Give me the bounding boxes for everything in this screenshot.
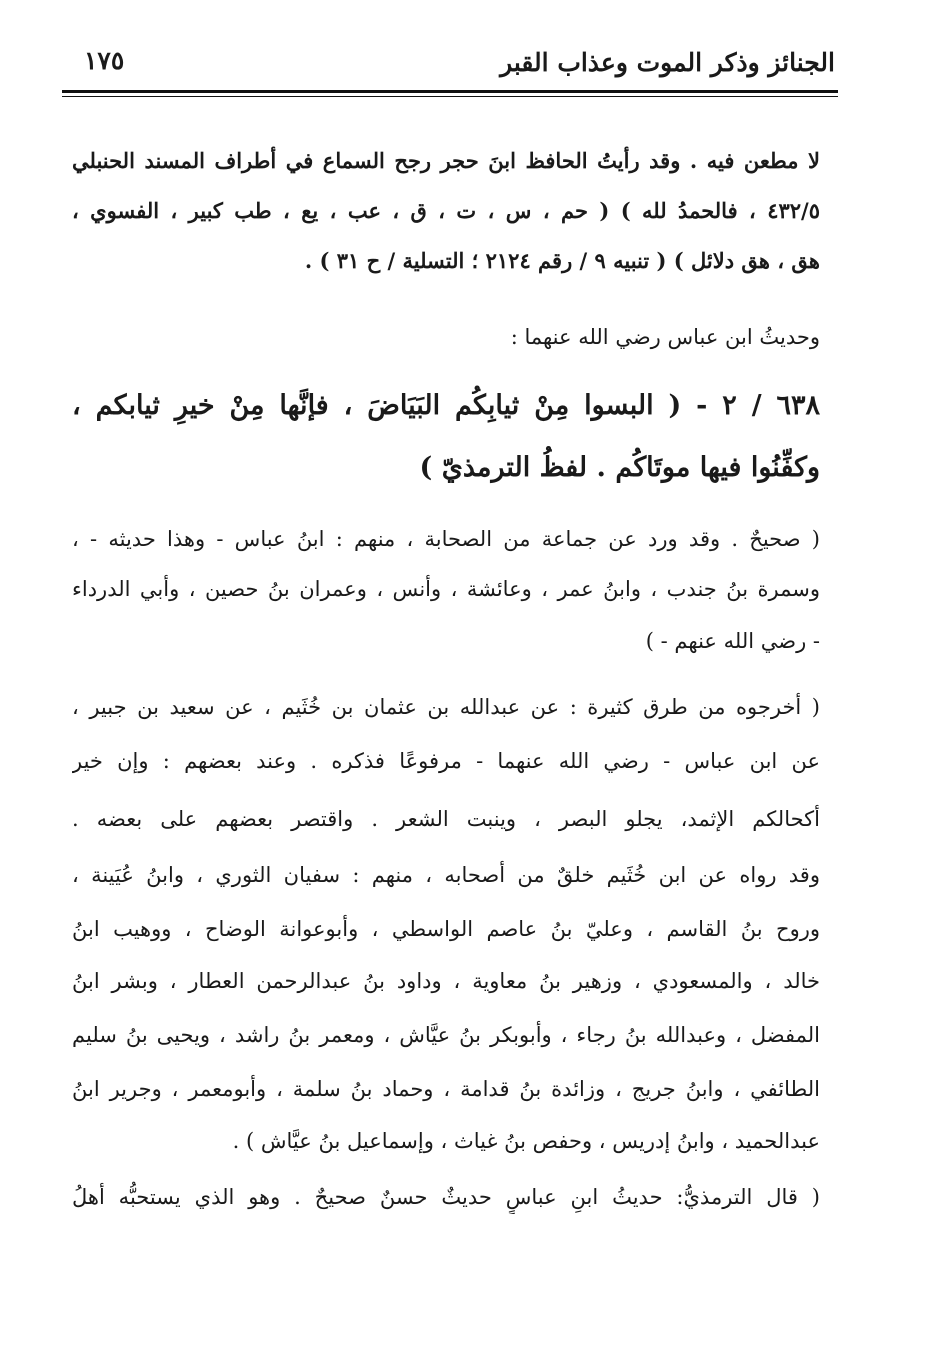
text-line: هق ، هق دلائل ) ( تنبيه ٩ / رقم ٢١٢٤ ؛ التسلية / ح ٣١ ) . [304,248,820,273]
text-line: الطائفي ، وابنُ جريج ، وزائدة بنُ قدامة ، وحماد بنُ سلمة ، وأبومعمر ، وجرير ابنُ [72,1077,820,1101]
hadith-text-line: وكفِّنُوا فيها موتَاكُم . لفظُ الترمذيّ ) [419,452,820,483]
text-line: - رضي الله عنهم - ) [645,629,820,653]
text-line: وقد رواه عن ابن خُثَيم خلقٌ من أصحابه ، منهم : سفيان الثوري ، وابنُ عُيَينة ، [72,863,820,887]
text-line: ٤٣٢/٥ ، فالحمدُ لله ) ( حم ، س ، ت ، ق ، عب ، يع ، طب كبير ، الفسوي ، [72,198,820,223]
text-line: ( صحيحٌ . وقد ورد عن جماعة من الصحابة ، منهم : ابنُ عباس - وهذا حديثه - ، [72,527,820,551]
running-title: الجنائز وذكر الموت وعذاب القبر [500,48,835,77]
section-intro-line: وحديثُ ابن عباس رضي الله عنهما : [510,325,820,349]
header-rule [62,90,838,93]
text-line: ( قال الترمذيُّ: حديثُ ابنِ عباسٍ حديثٌ حسنٌ صحيحٌ . وهو الذي يستحبُّه أهلُ [72,1185,820,1209]
text-line: المفضل ، وعبدالله بنُ رجاء ، وأبوبكر بنُ عيَّاش ، ومعمر بنُ راشد ، ويحيى بنُ سليم [72,1023,820,1047]
text-line: وسمرة بنُ جندب ، وابنُ عمر ، وعائشة ، وأنس ، وعمران بنُ حصين ، وأبي الدرداء [72,577,820,601]
text-line: عبدالحميد ، وابنُ إدريس ، وحفص بنُ غياث ، وإسماعيل بنُ عيَّاش ) . [232,1129,820,1153]
text-line: عن ابن عباس - رضي الله عنهما - مرفوعًا فذكره . وعند بعضهم : وإن خير [72,749,820,773]
page-number: ١٧٥ [84,46,125,75]
page-header [70,40,835,94]
text-line: أكحالكم الإثمد، يجلو البصر ، وينبت الشعر . واقتصر بعضهم على بعضه . [72,807,820,831]
hadith-text-line: ٦٣٨ / ٢ - ( البسوا مِنْ ثيابِكُم البَيَاضَ ، فإنَّها مِنْ خيرِ ثيابكم ، [72,390,820,421]
header-rule-thin [62,96,838,97]
text-line: لا مطعن فيه . وقد رأيتُ الحافظ ابنَ حجر رجح السماع في أطراف المسند الحنبلي [72,148,820,173]
text-line: وروح بنُ القاسم ، وعليّ بنُ عاصم الواسطي ، وأبوعوانة الوضاح ، ووهيب ابنُ [72,917,820,941]
text-line: ( أخرجوه من طرق كثيرة : عن عبدالله بن عثمان بن خُثَيم ، عن سعيد بن جبير ، [72,695,820,719]
text-line: خالد ، والمسعودي ، وزهير بنُ معاوية ، وداود بنُ عبدالرحمن العطار ، وبشر ابنُ [72,969,820,993]
